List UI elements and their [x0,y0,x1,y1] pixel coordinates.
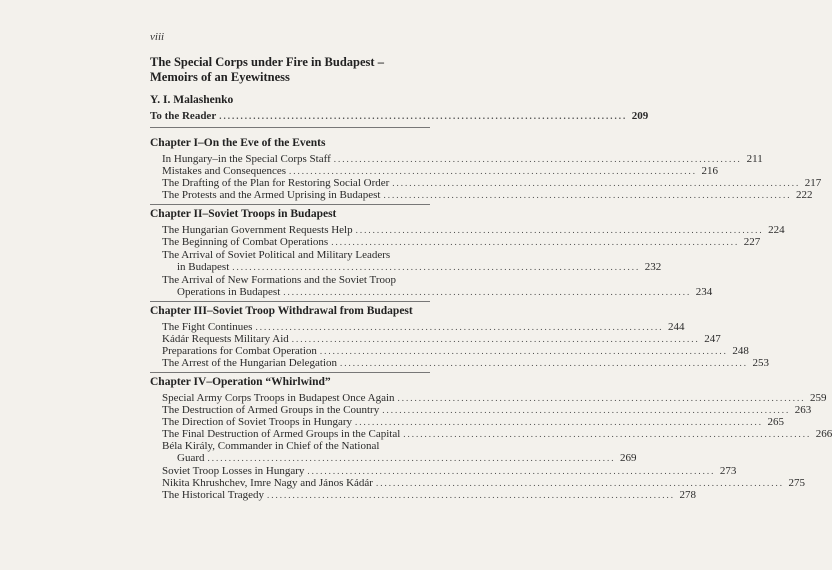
leader-dots: ................................................................................................ [289,166,698,176]
leader-dots: ................................................................................................ [291,334,700,344]
toc-entry[interactable] [162,153,763,165]
toc-entry-page: 269 [620,452,637,464]
toc-entry-page: 217 [804,177,822,189]
toc-entry-page: 222 [795,189,813,201]
toc-entry-page: 232 [644,261,662,273]
toc-entry-label-cont: Operations in Budapest [177,286,281,298]
toc-entry-label: The Arrest of the Hungarian Delegation [162,357,338,369]
toc-entry-page: 211 [746,153,763,165]
section-title-line: Memoirs of an Eyewitness [150,70,290,84]
divider [150,301,430,302]
toc-entry-label: The Protests and the Armed Uprising in Budapest [162,189,381,201]
toc-entry-label: To the Reader [150,110,217,122]
toc-entry[interactable] [162,404,812,416]
toc-entry-label: The Historical Tragedy [162,489,265,501]
toc-entry-label: The Hungarian Government Requests Help [162,224,353,236]
toc-entry-label: The Final Destruction of Armed Groups in the Capital [162,428,401,440]
toc-entry[interactable] [177,452,637,464]
toc-entry-page: 278 [679,489,697,501]
leader-dots: ................................................................................................ [267,490,676,500]
leader-dots: ................................................................................................ [331,237,740,247]
divider [150,127,430,128]
leader-dots: ................................................................................................ [392,178,801,188]
toc-entry-label: The Beginning of Combat Operations [162,236,329,248]
toc-entry-page: 266 [815,428,832,440]
toc-entry[interactable] [162,321,685,333]
leader-dots: ................................................................................................ [383,190,792,200]
page-folio: viii [150,31,165,43]
chapter-heading[interactable]: Chapter III–Soviet Troop Withdrawal from Budapest [150,305,413,317]
toc-entry[interactable] [162,345,749,357]
toc-entry-label: Special Army Corps Troops in Budapest Once Again [162,392,395,404]
toc-entry-label[interactable]: The Arrival of New Formations and the Soviet Troop [162,274,397,286]
toc-entry-label[interactable]: Béla Király, Commander in Chief of the National [162,440,380,452]
toc-entry-page: 273 [719,465,737,477]
toc-entry-page: 227 [743,236,761,248]
leader-dots: ................................................................................................ [397,393,806,403]
toc-entry[interactable] [162,333,721,345]
toc-entry[interactable] [162,189,813,201]
toc-entry-label[interactable]: The Arrival of Soviet Political and Military Leaders [162,249,391,261]
toc-entry-label-cont: in Budapest [177,261,230,273]
toc-entry-page: 234 [695,286,713,298]
toc-entry-label: In Hungary–in the Special Corps Staff [162,153,331,165]
toc-entry[interactable] [162,477,805,489]
toc-entry-page: 265 [767,416,785,428]
leader-dots: ................................................................................................ [355,225,764,235]
toc-entry[interactable] [162,416,785,428]
leader-dots: ................................................................................................ [283,287,692,297]
toc-entry-page: 244 [667,321,685,333]
toc-entry-page: 248 [732,345,749,357]
toc-entry[interactable] [162,357,770,369]
leader-dots: ................................................................................................ [403,429,812,439]
leader-dots: ................................................................................................ [207,453,616,463]
leader-dots: ................................................................................................ [307,466,716,476]
toc-entry[interactable] [162,428,832,440]
toc-entry[interactable] [162,165,719,177]
toc-entry-page: 224 [768,224,785,236]
toc-entry[interactable] [177,261,662,273]
toc-entry-label: Nikita Khrushchev, Imre Nagy and János Kádár [162,477,373,489]
toc-entry-page: 216 [701,165,719,177]
toc-entry[interactable] [162,392,827,404]
leader-dots: ................................................................................................ [382,405,791,415]
leader-dots: ................................................................................................ [355,417,764,427]
author-name: Y. I. Malashenko [150,94,234,106]
toc-entry-page: 247 [704,333,721,345]
toc-entry-page: 253 [752,357,770,369]
toc-entry[interactable] [162,236,761,248]
toc-entry-label-cont: Guard [177,452,205,464]
toc-entry-to-the-reader[interactable] [150,110,649,122]
toc-entry[interactable] [162,465,737,477]
toc-entry-page: 259 [810,392,827,404]
divider [150,204,430,205]
section-title [150,55,440,85]
leader-dots: ................................................................................................ [375,478,784,488]
divider [150,372,430,373]
toc-entry[interactable] [162,489,697,501]
toc-entry-page: 275 [788,477,805,489]
toc-entry[interactable] [162,177,822,189]
toc-entry-label: The Fight Continues [162,321,253,333]
leader-dots: ................................................................................................ [319,346,728,356]
toc-entry-label: The Direction of Soviet Troops in Hungary [162,416,353,428]
chapter-heading[interactable]: Chapter I–On the Eve of the Events [150,137,326,149]
toc-entry-label: The Destruction of Armed Groups in the Country [162,404,380,416]
section-title-line: The Special Corps under Fire in Budapest – [150,55,384,69]
toc-entry-page: 209 [631,110,649,122]
leader-dots: ................................................................................................ [232,262,641,272]
toc-entry[interactable] [162,224,785,236]
toc-entry-label: The Drafting of the Plan for Restoring Social Order [162,177,390,189]
toc-entry-label: Kádár Requests Military Aid [162,333,289,345]
toc-entry[interactable] [177,286,713,298]
chapter-heading[interactable]: Chapter IV–Operation “Whirlwind” [150,376,331,388]
leader-dots: ................................................................................................ [340,358,749,368]
toc-entry-label: Mistakes and Consequences [162,165,287,177]
chapter-heading[interactable]: Chapter II–Soviet Troops in Budapest [150,208,337,220]
toc-entry-label: Soviet Troop Losses in Hungary [162,465,305,477]
leader-dots: ................................................................................................ [219,111,628,121]
toc-entry-page: 263 [794,404,812,416]
toc-entry-label: Preparations for Combat Operation [162,345,317,357]
leader-dots: ................................................................................................ [255,322,664,332]
leader-dots: ................................................................................................ [333,154,742,164]
